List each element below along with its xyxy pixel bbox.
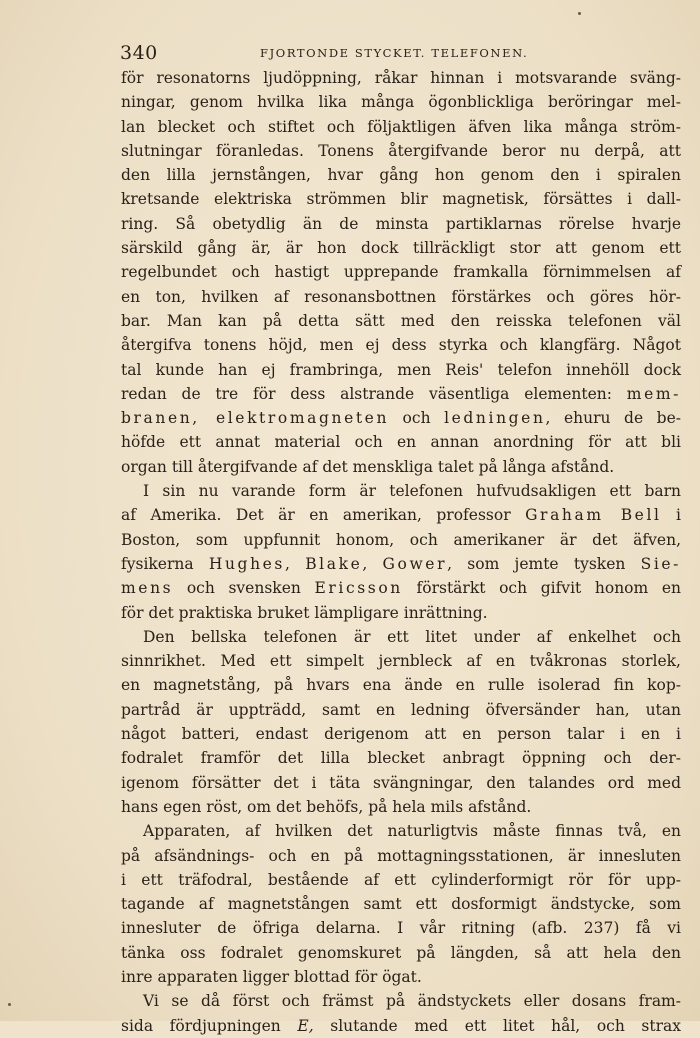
text-line bbox=[121, 406, 681, 430]
text-run: innesluter de öfriga delarna. I vår ritning (afb. 237) få vi bbox=[121, 919, 681, 938]
text-run: och bbox=[389, 409, 445, 428]
body-text bbox=[121, 66, 681, 1038]
text-run: inre apparaten ligger blottad för ögat. bbox=[121, 967, 422, 986]
text-run: , bbox=[362, 554, 383, 573]
text-run: , ehuru de be- bbox=[545, 409, 681, 428]
text-run: organ till återgifvande af det menskliga talet på långa afstånd. bbox=[121, 457, 615, 476]
text-run: Vi se då först och främst på ändstyckets eller dosans fram- bbox=[143, 992, 681, 1011]
emphasis-spaced: mem- bbox=[626, 384, 681, 403]
text-line bbox=[121, 698, 681, 722]
text-run: ningar, genom hvilka lika många ögonblickliga beröringar mel- bbox=[121, 93, 681, 112]
text-run: återgifva tonens höjd, men ej dess styrka och klangfärg. Något bbox=[121, 336, 681, 355]
text-run: hans egen röst, om det behöfs, på hela mils afstånd. bbox=[121, 797, 532, 816]
text-run: tänka oss fodralet genomskuret på längden, så att hela den bbox=[121, 943, 681, 962]
text-run: den lilla jernstången, hvar gång hon genom den i spiralen bbox=[121, 166, 681, 185]
text-run: sinnrikhet. Med ett simpelt jernbleck af en tvåkronas storlek, bbox=[121, 652, 681, 671]
text-run: för det praktiska bruket lämpligare inrättning. bbox=[121, 603, 488, 622]
text-run: fysikerna bbox=[121, 554, 209, 573]
text-line bbox=[121, 455, 681, 479]
text-line bbox=[121, 746, 681, 770]
emphasis-spaced: Sie- bbox=[640, 554, 681, 573]
text-line bbox=[121, 819, 681, 843]
text-line bbox=[121, 430, 681, 454]
text-run: förstärkt och gifvit honom en bbox=[402, 579, 681, 598]
text-run: i ett träfodral, bestående af ett cylinderformigt rör för upp- bbox=[121, 870, 681, 889]
text-run: särskild gång är, är hon dock tillräckligt stor att genom ett bbox=[121, 239, 681, 258]
paper-speck bbox=[8, 1003, 11, 1006]
text-line bbox=[121, 309, 681, 333]
emphasis-spaced: ledningen bbox=[444, 409, 546, 428]
text-line bbox=[121, 941, 681, 965]
text-line bbox=[121, 236, 681, 260]
emphasis-spaced: Hughes bbox=[208, 554, 285, 573]
emphasis-spaced: Graham Bell bbox=[525, 506, 662, 525]
text-run: partråd är uppträdd, samt en ledning öfversänder han, utan bbox=[121, 700, 681, 719]
text-run: en magnetstång, på hvars ena ände en rulle isolerad fin kop- bbox=[121, 676, 681, 695]
text-line bbox=[121, 892, 681, 916]
text-line bbox=[121, 285, 681, 309]
text-run: i bbox=[661, 506, 681, 525]
emphasis-spaced: Gower bbox=[382, 554, 448, 573]
text-run: fodralet framför det lilla blecket anbragt öppning och der- bbox=[121, 749, 681, 768]
text-line bbox=[121, 868, 681, 892]
text-line bbox=[121, 260, 681, 284]
text-run: ring. Så obetydlig än de minsta partiklarnas rörelse hvarje bbox=[121, 214, 681, 233]
text-line bbox=[121, 601, 681, 625]
text-run: på afsändnings- och en på mottagningsstationen, är innesluten bbox=[121, 846, 681, 865]
text-line bbox=[121, 625, 681, 649]
emphasis-spaced: branen, elektromagneten bbox=[121, 409, 390, 428]
text-line bbox=[121, 552, 681, 576]
text-line bbox=[121, 90, 681, 114]
text-run: , som jemte tysken bbox=[447, 554, 641, 573]
text-line bbox=[121, 115, 681, 139]
text-line bbox=[121, 844, 681, 868]
text-line bbox=[121, 212, 681, 236]
text-run: regelbundet och hastigt upprepande framkalla förnimmelsen af bbox=[121, 263, 681, 282]
text-line bbox=[121, 479, 681, 503]
text-run: höfde ett annat material och en annan anordning för att bli bbox=[121, 433, 681, 452]
emphasis-spaced: mens bbox=[121, 579, 174, 598]
text-run: en ton, hvilken af resonansbottnen förstärkes och göres hör- bbox=[121, 287, 681, 306]
text-line bbox=[121, 673, 681, 697]
page-number: 340 bbox=[120, 42, 158, 64]
text-run: lan blecket och stiftet och följaktligen äfven lika många ström- bbox=[121, 117, 681, 136]
page-header bbox=[120, 42, 640, 66]
text-line bbox=[121, 795, 681, 819]
text-run: Boston, som uppfunnit honom, och amerikaner är det äfven, bbox=[121, 530, 681, 549]
emphasis-spaced: Blake bbox=[305, 554, 363, 573]
text-line bbox=[121, 382, 681, 406]
text-line bbox=[121, 66, 681, 90]
text-run: af Amerika. Det är en amerikan, professor bbox=[121, 506, 526, 525]
paper-speck bbox=[578, 12, 581, 15]
text-run: , bbox=[285, 554, 306, 573]
text-run: slutningar föranledas. Tonens återgifvande beror nu derpå, att bbox=[121, 141, 681, 160]
running-title: FJORTONDE STYCKET. TELEFONEN. bbox=[260, 46, 529, 60]
emphasis-italic: E, bbox=[297, 1016, 314, 1035]
text-line bbox=[121, 916, 681, 940]
text-line bbox=[121, 965, 681, 989]
text-run: I sin nu varande form är telefonen hufvudsakligen ett barn bbox=[143, 482, 681, 501]
text-line bbox=[121, 163, 681, 187]
text-run: och svensken bbox=[173, 579, 315, 598]
text-run: Apparaten, af hvilken det naturligtvis måste finnas två, en bbox=[143, 822, 681, 841]
text-run: Den bellska telefonen är ett litet under af enkelhet och bbox=[143, 627, 681, 646]
text-line bbox=[121, 649, 681, 673]
text-run: något batteri, endast derigenom att en person talar i en i bbox=[121, 725, 681, 744]
text-line bbox=[121, 187, 681, 211]
text-line bbox=[121, 576, 681, 600]
text-line bbox=[121, 722, 681, 746]
text-line bbox=[121, 333, 681, 357]
text-line bbox=[121, 503, 681, 527]
text-run: sida fördjupningen bbox=[121, 1016, 298, 1035]
text-run: för resonatorns ljudöppning, råkar hinnan i motsvarande sväng- bbox=[121, 69, 681, 87]
text-run: tal kunde han ej frambringa, men Reis' telefon innehöll dock bbox=[121, 360, 681, 379]
emphasis-spaced: Ericsson bbox=[314, 579, 403, 598]
text-line bbox=[121, 989, 681, 1013]
text-run: bar. Man kan på detta sätt med den reisska telefonen väl bbox=[121, 311, 681, 330]
text-line bbox=[121, 358, 681, 382]
text-run: tagande af magnetstången samt ett dosformigt ändstycke, som bbox=[121, 895, 681, 914]
text-line bbox=[121, 528, 681, 552]
text-run: igenom försätter det i täta svängningar, den talandes ord med bbox=[121, 773, 681, 792]
text-line bbox=[121, 1014, 681, 1038]
text-run: slutande med ett litet hål, och strax bbox=[313, 1016, 681, 1035]
text-run: kretsande elektriska strömmen blir magnetisk, försättes i dall- bbox=[121, 190, 681, 209]
text-run: redan de tre för dess alstrande väsentliga elementen: bbox=[121, 384, 627, 403]
text-line bbox=[121, 771, 681, 795]
text-line bbox=[121, 139, 681, 163]
